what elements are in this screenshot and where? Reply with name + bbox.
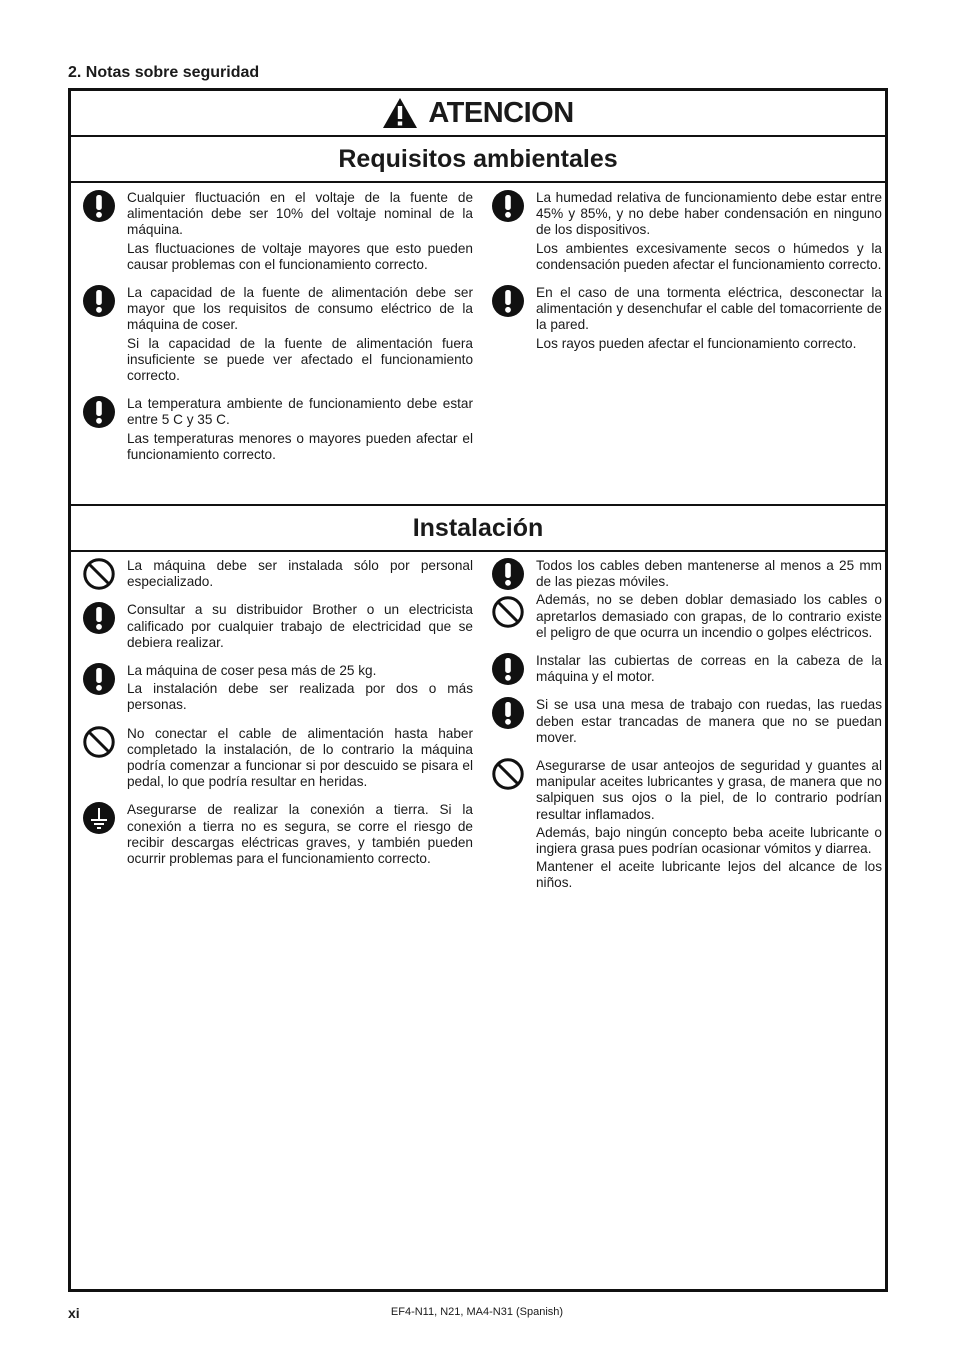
safety-item-icons — [83, 190, 127, 275]
safety-item — [83, 726, 473, 793]
safety-item-paragraph: La humedad relativa de funcionamiento debe estar entre 45% y 85%, y no debe haber condensación en ninguno de los dispositivos. — [536, 190, 882, 238]
safety-item-text — [127, 726, 473, 793]
safety-item-paragraph: En el caso de una tormenta eléctrica, desconectar la alimentación y desenchufar el cable del tomacorriente de la pared. — [536, 285, 882, 333]
safety-item-icons — [83, 663, 127, 716]
safety-item-paragraph: La instalación debe ser realizada por dos o más personas. — [127, 681, 473, 713]
safety-item-icons — [492, 653, 536, 687]
safety-item — [492, 558, 882, 643]
environment-left-column — [83, 190, 473, 475]
mandatory-icon — [492, 285, 524, 317]
safety-item-paragraph: Las temperaturas menores o mayores pueden afectar el funcionamiento correcto. — [127, 430, 473, 462]
safety-item-text — [127, 396, 473, 465]
safety-item-paragraph: Los rayos pueden afectar el funcionamiento correcto. — [536, 335, 857, 351]
model-footer: EF4-N11, N21, MA4-N31 (Spanish) — [390, 1306, 564, 1318]
safety-item-paragraph: Mantener el aceite lubricante lejos del alcance de los niños. — [536, 859, 882, 891]
safety-item — [492, 697, 882, 748]
page-number: xi — [68, 1305, 80, 1321]
safety-item-paragraph: Las fluctuaciones de voltaje mayores que esto pueden causar problemas con el funcionamiento correcto. — [127, 240, 473, 272]
safety-item-text — [536, 653, 882, 687]
environment-heading-band — [71, 137, 885, 183]
safety-item-paragraph: Además, bajo ningún concepto beba aceite lubricante o ingiera grasa pues podrían ocasionar vómitos y diarrea. — [536, 824, 882, 857]
safety-item-paragraph: Si la capacidad de la fuente de alimentación fuera insuficiente se puede ver afectado el funcionamiento correcto. — [127, 335, 473, 384]
safety-item-icons — [492, 558, 536, 643]
safety-item-icons — [83, 726, 127, 793]
mandatory-icon — [83, 190, 115, 222]
mandatory-icon — [492, 697, 524, 729]
safety-item-icons — [492, 285, 536, 354]
safety-item-icons — [83, 396, 127, 465]
mandatory-icon — [492, 558, 524, 590]
safety-item-text — [536, 190, 882, 275]
safety-item — [83, 602, 473, 653]
safety-item — [83, 285, 473, 386]
safety-item-icons — [492, 190, 536, 275]
safety-item-icons — [83, 602, 127, 653]
safety-item — [492, 190, 882, 275]
installation-right-column — [492, 558, 882, 904]
safety-item-text — [536, 758, 882, 894]
mandatory-icon — [83, 285, 115, 317]
atencion-banner — [71, 91, 885, 137]
safety-item — [83, 663, 473, 716]
safety-item-text — [127, 663, 473, 716]
safety-item-text — [127, 190, 473, 275]
environment-heading: Requisitos ambientales — [338, 144, 618, 173]
warning-triangle-icon — [382, 97, 418, 129]
safety-item-icons — [83, 802, 127, 869]
safety-item — [492, 758, 882, 894]
safety-item-text — [127, 802, 473, 869]
safety-item — [83, 190, 473, 275]
safety-item-paragraph: Todos los cables deben mantenerse al menos a 25 mm de las piezas móviles. — [536, 558, 882, 590]
safety-item-paragraph: Consultar a su distribuidor Brother o un electricista calificado por cualquier trabajo de electricidad que se debiera realizar. — [127, 602, 473, 650]
ground-icon — [83, 802, 115, 834]
safety-item-paragraph: Además, no se deben doblar demasiado los cables o apretarlos demasiado con grapas, de lo contrario existe el peligro de que ocurra un incendio o golpes eléctricos. — [536, 592, 882, 640]
warning-frame — [68, 88, 888, 1292]
safety-item-icons — [492, 758, 536, 894]
safety-item-paragraph: Instalar las cubiertas de correas en la cabeza de la máquina y el motor. — [536, 653, 882, 685]
section-heading: 2. Notas sobre seguridad — [68, 64, 260, 81]
banner-title: ATENCION — [428, 96, 574, 129]
safety-item-paragraph: La máquina de coser pesa más de 25 kg. — [127, 663, 377, 679]
safety-item-paragraph: Asegurarse de realizar la conexión a tierra. Si la conexión a tierra no es segura, se corre el riesgo de recibir descargas eléctricas graves, y también pueden ocurrir problemas para el funcionamiento correcto. — [127, 802, 473, 867]
safety-item-text — [536, 558, 882, 643]
prohibition-icon — [83, 558, 115, 590]
safety-item — [492, 285, 882, 354]
safety-item-paragraph: Si se usa una mesa de trabajo con ruedas, las ruedas deben estar trancadas de manera que no se puedan mover. — [536, 697, 882, 745]
installation-left-column — [83, 558, 473, 879]
safety-item-text — [127, 602, 473, 653]
safety-item-icons — [83, 285, 127, 386]
prohibition-icon — [492, 596, 524, 628]
safety-item-text — [127, 285, 473, 386]
safety-item-paragraph: No conectar el cable de alimentación hasta haber completado la instalación, de lo contrario la máquina podría comenzar a funcionar si por descuido se pisara el pedal, lo que podría resultar en heridas. — [127, 725, 473, 790]
safety-item-icons — [83, 558, 127, 592]
safety-item-paragraph: Asegurarse de usar anteojos de seguridad y guantes al manipular aceites lubricantes y grasa, de manera que no salpiquen sus ojos o la piel, de lo contrario podrían resultar inflamados. — [536, 758, 882, 822]
prohibition-icon — [83, 726, 115, 758]
installation-heading-band — [71, 504, 885, 552]
safety-item — [492, 653, 882, 687]
mandatory-icon — [83, 602, 115, 634]
safety-item-paragraph: La capacidad de la fuente de alimentación debe ser mayor que los requisitos de consumo eléctrico de la máquina de coser. — [127, 285, 473, 333]
safety-item-paragraph: La máquina debe ser instalada sólo por personal especializado. — [127, 558, 473, 590]
safety-item — [83, 396, 473, 465]
mandatory-icon — [83, 663, 115, 695]
mandatory-icon — [492, 653, 524, 685]
safety-item-paragraph: La temperatura ambiente de funcionamiento debe estar entre 5 C y 35 C. — [127, 396, 473, 428]
safety-item-text — [127, 558, 473, 592]
safety-item-paragraph: Cualquier fluctuación en el voltaje de la fuente de alimentación debe ser 10% del voltaje nominal de la máquina. — [127, 190, 473, 238]
safety-item — [83, 802, 473, 869]
safety-item-text — [536, 285, 882, 354]
prohibition-icon — [492, 758, 524, 790]
environment-right-column — [492, 190, 882, 364]
safety-item-paragraph: Los ambientes excesivamente secos o húmedos y la condensación pueden afectar el funcionamiento correcto. — [536, 240, 882, 272]
mandatory-icon — [83, 396, 115, 428]
safety-item-icons — [492, 697, 536, 748]
mandatory-icon — [492, 190, 524, 222]
safety-item — [83, 558, 473, 592]
safety-item-text — [536, 697, 882, 748]
installation-heading: Instalación — [412, 513, 544, 542]
